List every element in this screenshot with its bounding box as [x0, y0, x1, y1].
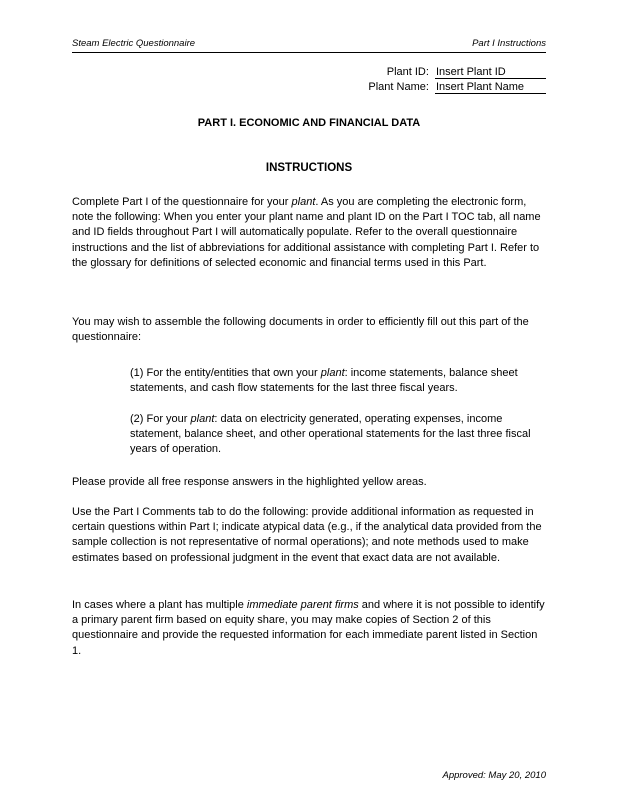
paragraph-free-response: Please provide all free response answers in the highlighted yellow areas.	[72, 476, 427, 488]
paragraph-parent-firms	[72, 598, 546, 659]
paragraph-comments-tab: Use the Part I Comments tab to do the following: provide additional information as requested in certain questions within Part I; indicate atypical data (e.g., if the analytical data provided from the sample collection is not representative of normal operations); and note methods used to make estimates based on professional judgment in the event that exact data are not available.	[72, 506, 542, 564]
paragraph-documents-intro: You may wish to assemble the following documents in order to efficiently fill out this part of the questionnaire:	[72, 316, 529, 344]
plant-id-field[interactable]: Insert Plant ID	[435, 66, 546, 79]
paragraph-overview	[72, 195, 546, 271]
p1-text-a: Complete Part I of the questionnaire for your	[72, 196, 292, 208]
p3-emphasis: plant	[320, 367, 345, 379]
p4-text-b: : data on electricity generated, operating expenses, income statement, balance sheet, and other operational statements for the last three fiscal years of operation.	[130, 413, 531, 456]
p1-emphasis: plant	[291, 196, 316, 208]
page-header	[72, 38, 546, 53]
plant-id-row	[387, 66, 546, 79]
p7-text-a: In cases where a plant has multiple	[72, 599, 247, 611]
p1-text-b: . As you are completing the electronic form, note the following: When you enter your plant name and plant ID on the Part I TOC tab, all name and ID fields throughout Part I will automatically populate. Refer to the overall questionnaire instructions and the list of abbreviations for additional assistance with completing Part I. Refer to the glossary for definitions of selected economic and financial terms used in this Part.	[72, 196, 541, 269]
list-item-owner-statements	[130, 366, 546, 396]
header-section-title: Part I Instructions	[472, 38, 546, 49]
header-document-title: Steam Electric Questionnaire	[72, 38, 196, 49]
plant-name-label: Plant Name:	[368, 81, 429, 93]
approval-footer: Approved: May 20, 2010	[442, 770, 546, 781]
p3-text-a: (1) For the entity/entities that own your	[130, 367, 321, 379]
instructions-title: INSTRUCTIONS	[265, 162, 353, 174]
plant-id-label: Plant ID:	[386, 66, 429, 78]
p4-text-a: (2) For your	[130, 413, 191, 425]
p3-text-b: : income statements, balance sheet statements, and cash flow statements for the last three fiscal years.	[130, 367, 518, 395]
p4-emphasis: plant	[190, 413, 215, 425]
plant-name-row	[368, 81, 546, 94]
plant-name-field[interactable]: Insert Plant Name	[435, 81, 546, 94]
p7-emphasis: immediate parent firms	[246, 599, 359, 611]
part-title: PART I. ECONOMIC AND FINANCIAL DATA	[197, 117, 421, 129]
list-item-plant-data	[130, 412, 546, 458]
p7-text-b: and where it is not possible to identify a primary parent firm based on equity share, you may make copies of Section 2 of this questionnaire and provide the requested information for each immediate parent listed in Section 1.	[72, 599, 545, 657]
